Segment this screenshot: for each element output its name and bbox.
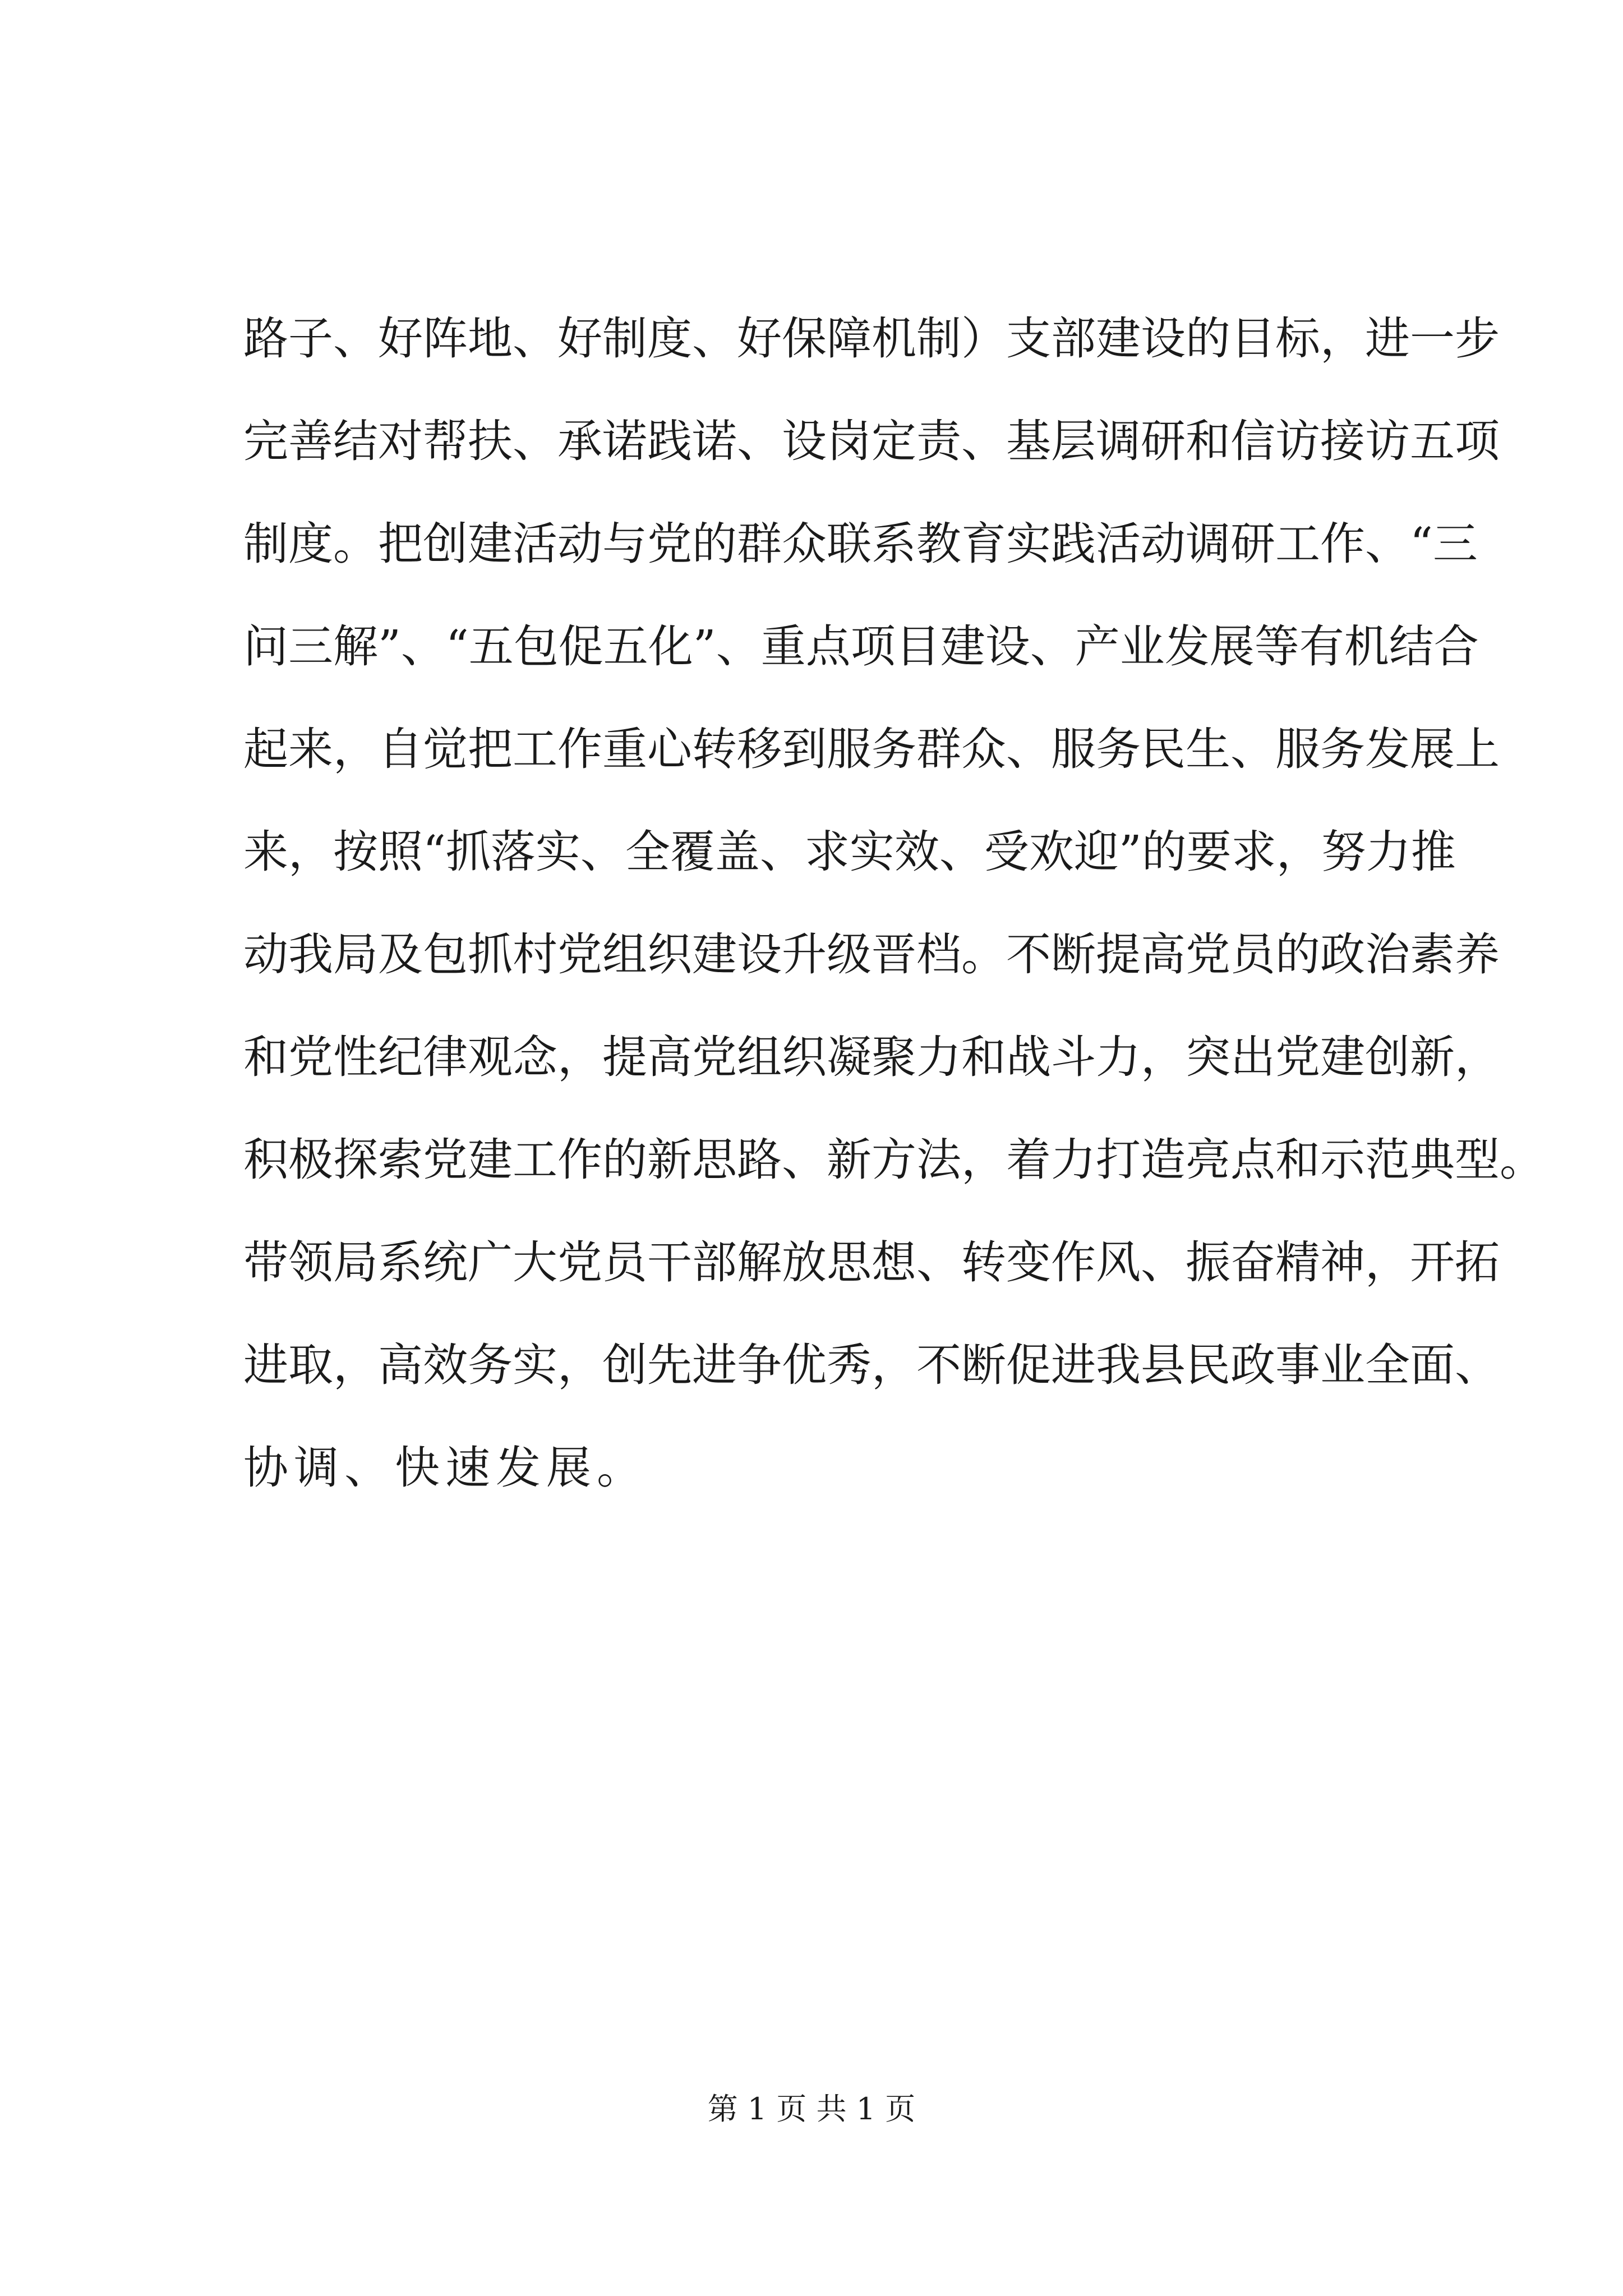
page-footer xyxy=(0,2087,1623,2132)
paragraph-line: 积极探索党建工作的新思路、新方法，着力打造亮点和示范典型。 xyxy=(243,1134,1544,1186)
paragraph-line: 起来，自觉把工作重心转移到服务群众、服务民生、服务发展上 xyxy=(243,723,1500,775)
paragraph-line: 路子、好阵地、好制度、好保障机制）支部建设的目标，进一步 xyxy=(243,312,1500,365)
body-paragraph xyxy=(243,287,1544,1519)
paragraph-line: 完善结对帮扶、承诺践诺、设岗定责、基层调研和信访接访五项 xyxy=(243,415,1500,467)
paragraph-line: 来，按照“抓落实、全覆盖、求实效、受欢迎”的要求，努力推 xyxy=(243,826,1456,878)
paragraph-line: 带领局系统广大党员干部解放思想、转变作风、振奋精神，开拓 xyxy=(243,1236,1500,1289)
paragraph-line: 制度。把创建活动与党的群众联系教育实践活动调研工作、“三 xyxy=(243,518,1478,570)
page-number-label: 第 1 页 共 1 页 xyxy=(707,2091,916,2127)
paragraph-line: 问三解”、“五包促五化”、重点项目建设、产业发展等有机结合 xyxy=(243,620,1479,673)
paragraph-line: 协调、快速发展。 xyxy=(243,1442,647,1494)
paragraph-line: 进取，高效务实，创先进争优秀，不断促进我县民政事业全面、 xyxy=(243,1339,1500,1391)
paragraph-line: 动我局及包抓村党组织建设升级晋档。不断提高党员的政治素养 xyxy=(243,928,1500,981)
paragraph-line: 和党性纪律观念，提高党组织凝聚力和战斗力，突出党建创新， xyxy=(243,1031,1500,1083)
